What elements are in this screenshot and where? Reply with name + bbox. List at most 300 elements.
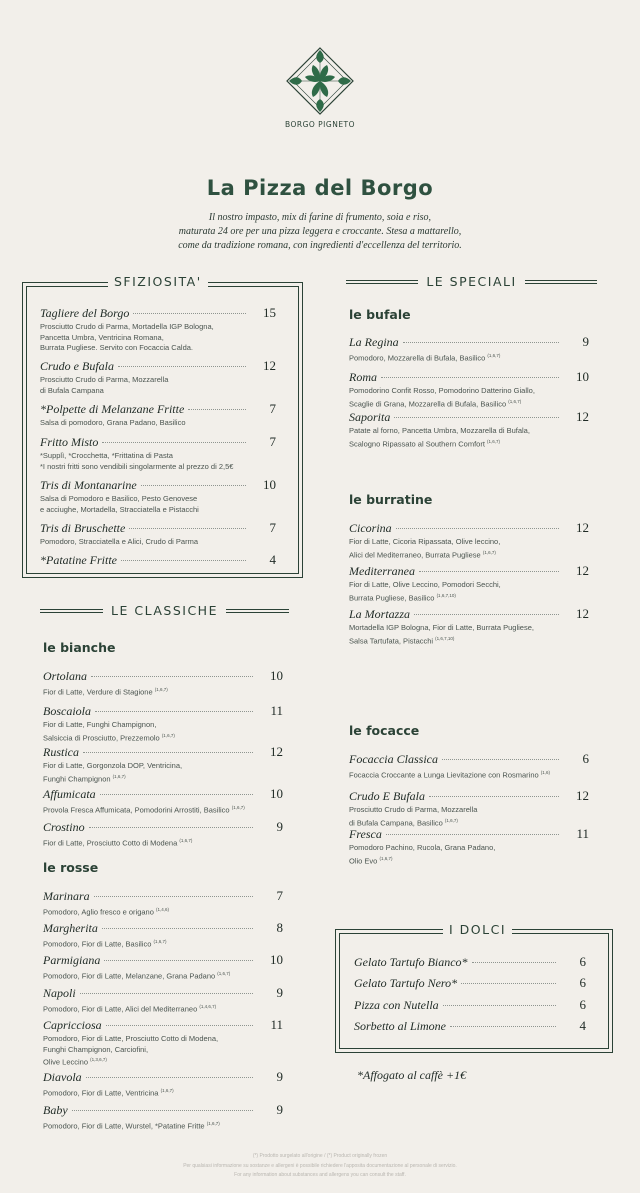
menu-item-row (43, 985, 283, 1001)
allergen-codes: (1,6,7) (217, 971, 231, 976)
menu-item-price: 4 (269, 552, 276, 567)
allergen-codes: (1,6,7,10) (435, 635, 455, 641)
menu-item-description (43, 937, 283, 950)
menu-item-row (349, 409, 589, 425)
description-text: Pomodorino Confit Rosso, Pomodorino Datterino Giallo, (349, 386, 535, 395)
description-line (349, 386, 589, 397)
menu-item-description (43, 803, 283, 816)
menu-item-name: Crudo E Bufala (349, 789, 426, 803)
description-text: Salsa Tartufata, Pistacchi (349, 636, 434, 645)
description-text: di Bufala Campana (40, 385, 104, 395)
classiche-heading (40, 603, 289, 618)
footer-note: For any information about substances and allergens you can consult the staff. (234, 1172, 406, 1178)
description-text: Pomodoro, Mozzarella di Bufala, Basilico (349, 353, 486, 363)
menu-item (349, 409, 589, 450)
description-text: Fior di Latte, Prosciutto Cotto di Modena (43, 838, 178, 848)
allergen-codes: (1,6,7) (444, 817, 458, 823)
menu-item-description (40, 537, 276, 548)
description-text: Pomodoro, Stracciatella e Alici, Crudo di Parma (40, 537, 198, 546)
dotted-leader (396, 528, 559, 529)
burratine-heading: le burratine (349, 492, 433, 507)
description-line (349, 351, 589, 364)
bufale-heading: le bufale (349, 307, 411, 322)
menu-item-price: 10 (263, 477, 276, 492)
menu-item-price: 7 (276, 888, 283, 903)
menu-item-name: Crudo e Bufala (40, 359, 114, 373)
description-line (43, 969, 283, 982)
menu-item-row (40, 401, 276, 417)
description-line (349, 805, 589, 816)
affogato-note: *Affogato al caffè +1€ (357, 1068, 467, 1082)
description-text: Funghi Champignon (43, 774, 111, 783)
description-line (40, 418, 276, 429)
menu-item (40, 552, 276, 568)
description-line (43, 1045, 283, 1056)
description-text: e acciughe, Mortadella, Stracciatella e Pistacchi (40, 504, 199, 514)
description-text: Salsiccia di Prosciutto, Prezzemolo (43, 733, 160, 742)
description-line (43, 937, 283, 950)
menu-item-price: 11 (576, 826, 589, 841)
dotted-leader (133, 313, 246, 314)
menu-item-price: 6 (582, 751, 589, 766)
menu-item-price: 8 (276, 920, 283, 935)
description-line (349, 768, 589, 781)
dotted-leader (429, 796, 559, 797)
menu-item-description (349, 580, 589, 604)
menu-item-description (349, 623, 589, 647)
menu-item-description (349, 426, 589, 450)
menu-item-row (40, 305, 276, 321)
allergen-codes: (1,6,7,10) (436, 592, 456, 598)
footer-note: (*) Prodotto surgelato all'origine / (*) Product originally frozen (252, 1153, 388, 1159)
allergen-codes: (1,6,7) (379, 855, 393, 861)
menu-item-description (349, 805, 589, 829)
menu-item-name: Fritto Misto (40, 435, 99, 449)
description-line (40, 505, 276, 516)
menu-item (40, 305, 276, 354)
menu-item-description (40, 375, 276, 396)
menu-item-row (40, 552, 276, 568)
menu-item-row (349, 520, 589, 536)
dotted-leader (461, 983, 556, 984)
menu-item-name: Capricciosa (43, 1018, 102, 1032)
menu-item-row (43, 952, 283, 968)
dotted-leader (386, 834, 559, 835)
menu-item-name: Focaccia Classica (349, 752, 438, 766)
speciali-heading (346, 274, 597, 289)
dolci-heading: I DOLCI (443, 922, 512, 937)
menu-item (43, 786, 283, 816)
brand-logo (280, 46, 360, 129)
allergen-codes: (1,6,7) (231, 805, 245, 810)
menu-item-price: 11 (270, 1017, 283, 1032)
description-text: *I nostri fritti sono vendibili singolarmente al prezzo di 2,5€ (40, 461, 234, 471)
description-text: Scaglie di Grana, Mozzarella di Bufala, Basilico (349, 399, 507, 408)
heading-rule (525, 280, 597, 284)
description-text: Fior di Latte, Verdure di Stagione (43, 687, 153, 697)
rosse-heading: le rosse (43, 860, 99, 875)
allergen-codes: (1,6,7) (487, 353, 501, 358)
description-line (43, 720, 283, 731)
menu-item-description (349, 351, 589, 364)
allergen-codes: (1,6,7) (508, 398, 522, 404)
description-line (43, 905, 283, 918)
intro-line: maturata 24 ore per una pizza leggera e croccante. Stesa a mattarello, (178, 226, 462, 237)
menu-item-name: Cicorina (349, 521, 392, 535)
menu-item (349, 606, 589, 647)
menu-item-name: La Regina (349, 335, 399, 349)
menu-item (43, 985, 283, 1015)
menu-item-name: Margherita (43, 921, 98, 935)
allergen-codes: (1,4,6,7) (199, 1004, 217, 1009)
menu-item-row (354, 975, 586, 991)
description-line (40, 333, 276, 344)
menu-item-row (349, 751, 589, 767)
menu-item-price: 12 (576, 788, 589, 803)
allergen-codes: (1,6,7) (487, 438, 501, 444)
description-line (349, 437, 589, 450)
description-text: Mortadella IGP Bologna, Fior di Latte, Burrata Pugliese, (349, 623, 534, 632)
description-line (40, 386, 276, 397)
description-text: Olio Evo (349, 856, 378, 865)
description-line (40, 343, 276, 354)
dotted-leader (80, 993, 253, 994)
description-line (40, 462, 276, 473)
allergen-codes: (1,6,7) (153, 939, 167, 944)
menu-item-name: Gelato Tartufo Bianco* (354, 955, 468, 969)
menu-item (354, 1018, 586, 1034)
menu-item-row (40, 434, 276, 450)
menu-item (349, 520, 589, 561)
dotted-leader (83, 752, 253, 753)
menu-item-price: 7 (269, 520, 276, 535)
menu-item-description (40, 418, 276, 429)
menu-item-price: 6 (579, 997, 586, 1012)
description-text: Pomodoro, Fior di Latte, Wurstel, *Patatine Fritte (43, 1121, 205, 1131)
description-text: Scalogno Ripassato al Southern Comfort (349, 439, 485, 448)
menu-item-description (40, 494, 276, 515)
menu-item-row (40, 358, 276, 374)
description-line (43, 1119, 283, 1132)
menu-item (40, 477, 276, 515)
dotted-leader (414, 614, 559, 615)
menu-item (43, 819, 283, 849)
heading-rule (40, 609, 103, 613)
description-text: Patate al forno, Pancetta Umbra, Mozzarella di Bufala, (349, 426, 530, 435)
description-text: Pomodoro Pachino, Rucola, Grana Padano, (349, 843, 496, 852)
menu-item-row (43, 668, 283, 684)
menu-item-name: Fresca (349, 827, 382, 841)
description-line (43, 772, 283, 785)
dotted-leader (442, 759, 559, 760)
menu-item-price: 7 (269, 434, 276, 449)
description-line (349, 397, 589, 410)
menu-item-price: 12 (576, 563, 589, 578)
menu-item-description (349, 537, 589, 561)
allergen-codes: (1,4,6) (156, 907, 170, 912)
menu-item-row (43, 1102, 283, 1118)
menu-item-price: 10 (270, 786, 283, 801)
description-line (349, 634, 589, 647)
description-text: Pomodoro, Fior di Latte, Basilico (43, 939, 152, 949)
dotted-leader (472, 962, 556, 963)
menu-item (43, 703, 283, 744)
description-text: Pomodoro, Fior di Latte, Prosciutto Cotto di Modena, (43, 1034, 219, 1043)
leaf-diamond-icon (285, 46, 355, 116)
description-line (349, 843, 589, 854)
description-text: *Supplì, *Crocchetta, *Frittatina di Pasta (40, 451, 173, 460)
menu-item-row (43, 786, 283, 802)
menu-item (43, 920, 283, 950)
menu-item-row (354, 1018, 586, 1034)
allergen-codes: (1,6,7) (206, 1121, 220, 1126)
description-line (43, 836, 283, 849)
menu-item-price: 9 (276, 1102, 283, 1117)
menu-item (354, 975, 586, 991)
description-line (349, 854, 589, 867)
description-line (349, 580, 589, 591)
menu-item-price: 9 (276, 985, 283, 1000)
dotted-leader (129, 528, 246, 529)
description-line (40, 494, 276, 505)
allergen-codes: (1,6,7) (160, 1088, 174, 1093)
menu-item-name: Marinara (43, 889, 90, 903)
menu-item (43, 1102, 283, 1132)
description-text: Prosciutto Crudo di Parma, Mortadella IGP Bologna, (40, 322, 214, 331)
menu-item-price: 9 (276, 1069, 283, 1084)
description-line (349, 623, 589, 634)
dotted-leader (94, 896, 253, 897)
menu-item-row (349, 826, 589, 842)
description-line (43, 1002, 283, 1015)
description-text: Prosciutto Crudo di Parma, Mozzarella (349, 805, 478, 814)
menu-item (354, 997, 586, 1013)
description-text: di Bufala Campana, Basilico (349, 818, 443, 827)
menu-item-price: 12 (576, 606, 589, 621)
description-text: Fior di Latte, Funghi Champignon, (43, 720, 157, 729)
dotted-leader (106, 1025, 253, 1026)
footer-note: Per qualsiasi informazione su sostanze e allergeni è possibile richiedere l'apposita documentazione al personale di servizio. (183, 1163, 457, 1169)
menu-item (43, 1069, 283, 1099)
menu-item-row (43, 920, 283, 936)
menu-item-name: Tagliere del Borgo (40, 306, 130, 320)
menu-item (40, 434, 276, 472)
menu-item-name: Pizza con Nutella (354, 998, 439, 1012)
menu-item-name: Tris di Montanarine (40, 478, 137, 492)
menu-item-description (43, 1086, 283, 1099)
menu-item-price: 12 (263, 358, 276, 373)
dotted-leader (141, 485, 246, 486)
classiche-heading-text: LE CLASSICHE (111, 603, 218, 618)
menu-item-name: Rustica (43, 745, 79, 759)
description-line (43, 685, 283, 698)
description-line (43, 761, 283, 772)
allergen-codes: (1,6,7) (179, 838, 193, 843)
menu-item-price: 15 (263, 305, 276, 320)
description-text: Prosciutto Crudo di Parma, Mozzarella (40, 375, 169, 384)
description-text: Olive Leccino (43, 1057, 89, 1067)
menu-item-row (354, 997, 586, 1013)
description-line (43, 1034, 283, 1045)
description-text: Salsa di pomodoro, Grana Padano, Basilico (40, 418, 186, 427)
allergen-codes: (1,6,7) (154, 687, 168, 692)
menu-item (43, 1017, 283, 1068)
description-line (40, 451, 276, 462)
menu-item-description (349, 843, 589, 867)
dotted-leader (89, 827, 253, 828)
dotted-leader (381, 377, 559, 378)
description-text: Fior di Latte, Cicoria Ripassata, Olive leccino, (349, 537, 501, 546)
allergen-codes: (1,6) (540, 770, 551, 775)
menu-item-name: Affumicata (43, 787, 96, 801)
description-text: Funghi Champignon, Carciofini, (43, 1044, 149, 1054)
dotted-leader (118, 366, 246, 367)
menu-item-row (43, 819, 283, 835)
menu-item (43, 888, 283, 918)
dotted-leader (450, 1026, 556, 1027)
dotted-leader (72, 1110, 253, 1111)
menu-item-description (43, 720, 283, 744)
menu-item (349, 788, 589, 829)
menu-item-price: 6 (579, 975, 586, 990)
speciali-heading-text: LE SPECIALI (426, 274, 517, 289)
menu-item (43, 744, 283, 785)
sfiziosita-heading: SFIZIOSITA' (108, 274, 208, 289)
description-text: Focaccia Croccante a Lunga Lievitazione con Rosmarino (349, 770, 539, 780)
menu-item (43, 668, 283, 698)
menu-item-price: 9 (582, 334, 589, 349)
menu-item-row (349, 606, 589, 622)
menu-item-name: Crostino (43, 820, 85, 834)
description-text: Pancetta Umbra, Ventricina Romana, (40, 332, 164, 342)
description-line (43, 731, 283, 744)
intro-line: come da tradizione romana, con ingredienti d'eccellenza del territorio. (178, 240, 462, 251)
menu-item-description (43, 1002, 283, 1015)
menu-item-description (43, 1119, 283, 1132)
description-text: Provola Fresca Affumicata, Pomodorini Arrostiti, Basilico (43, 805, 230, 815)
menu-item-name: Diavola (43, 1070, 82, 1084)
menu-item-row (43, 1069, 283, 1085)
description-line (43, 803, 283, 816)
menu-item-row (349, 563, 589, 579)
menu-item-price: 6 (579, 954, 586, 969)
menu-item-name: Parmigiana (43, 953, 101, 967)
menu-item-name: Roma (349, 370, 377, 384)
menu-item-description (43, 969, 283, 982)
dotted-leader (91, 676, 253, 677)
menu-item (349, 334, 589, 364)
menu-item (349, 563, 589, 604)
description-line (40, 322, 276, 333)
menu-item-row (43, 888, 283, 904)
menu-item-name: La Mortazza (349, 607, 411, 621)
heading-rule (226, 609, 289, 613)
menu-item (40, 358, 276, 396)
description-line (40, 375, 276, 386)
menu-item-price: 7 (269, 401, 276, 416)
menu-item-row (43, 703, 283, 719)
dotted-leader (419, 571, 559, 572)
dotted-leader (102, 442, 246, 443)
menu-item-price: 4 (579, 1018, 586, 1033)
menu-item-name: Saporita (349, 410, 391, 424)
description-text: Pomodoro, Fior di Latte, Ventricina (43, 1088, 159, 1098)
page-title: La Pizza del Borgo (206, 176, 434, 200)
allergen-codes: (1,6,7) (482, 549, 496, 555)
menu-item-name: Ortolana (43, 669, 88, 683)
menu-item (40, 401, 276, 429)
menu-item-name: Napoli (43, 986, 76, 1000)
menu-item-description (349, 768, 589, 781)
description-text: Burrata Pugliese, Basilico (349, 593, 435, 602)
menu-item-price: 10 (270, 668, 283, 683)
description-text: Burrata Pugliese. Servito con Focaccia Calda. (40, 343, 193, 352)
menu-item-description (349, 386, 589, 410)
menu-item (354, 954, 586, 970)
description-text: Alici del Mediterraneo, Burrata Pugliese (349, 550, 481, 559)
allergen-codes: (1,3,6,7) (90, 1057, 107, 1062)
menu-item-row (40, 520, 276, 536)
menu-item-name: *Polpette di Melanzane Fritte (40, 402, 185, 416)
menu-item-description (43, 905, 283, 918)
focacce-heading: le focacce (349, 723, 420, 738)
allergen-codes: (1,6,7) (112, 773, 126, 779)
description-line (40, 537, 276, 548)
menu-item-price: 10 (270, 952, 283, 967)
menu-item (349, 369, 589, 410)
menu-item-name: Tris di Bruschette (40, 521, 126, 535)
menu-item-price: 9 (276, 819, 283, 834)
menu-item-description (40, 322, 276, 354)
description-line (349, 548, 589, 561)
menu-item-row (349, 369, 589, 385)
dotted-leader (95, 711, 253, 712)
dotted-leader (121, 560, 246, 561)
description-text: Fior di Latte, Gorgonzola DOP, Ventricina, (43, 761, 183, 770)
menu-item-row (43, 744, 283, 760)
description-line (349, 591, 589, 604)
dotted-leader (443, 1005, 556, 1006)
menu-item-row (349, 334, 589, 350)
description-text: Pomodoro, Fior di Latte, Alici del Mediterraneo (43, 1004, 198, 1014)
menu-item-name: Boscaiola (43, 704, 91, 718)
dotted-leader (102, 928, 253, 929)
menu-item-description (40, 451, 276, 472)
menu-item-row (43, 1017, 283, 1033)
allergen-codes: (1,6,7) (161, 732, 175, 738)
menu-item (349, 826, 589, 867)
bianche-heading: le bianche (43, 640, 116, 655)
menu-item-description (43, 1034, 283, 1068)
description-line (349, 426, 589, 437)
menu-item (43, 952, 283, 982)
menu-item-name: Baby (43, 1103, 68, 1117)
dotted-leader (394, 417, 559, 418)
description-line (43, 1086, 283, 1099)
menu-item-name: *Patatine Fritte (40, 553, 117, 567)
heading-rule (346, 280, 418, 284)
dotted-leader (188, 409, 246, 410)
dotted-leader (100, 794, 253, 795)
menu-item-description (43, 685, 283, 698)
intro-line: Il nostro impasto, mix di farine di frumento, soia e riso, (208, 212, 432, 223)
menu-item-price: 10 (576, 369, 589, 384)
description-text: Fior di Latte, Olive Leccino, Pomodori Secchi, (349, 580, 501, 589)
menu-item-description (43, 836, 283, 849)
menu-item-price: 11 (270, 703, 283, 718)
menu-item-price: 12 (576, 409, 589, 424)
description-line (43, 1055, 283, 1068)
